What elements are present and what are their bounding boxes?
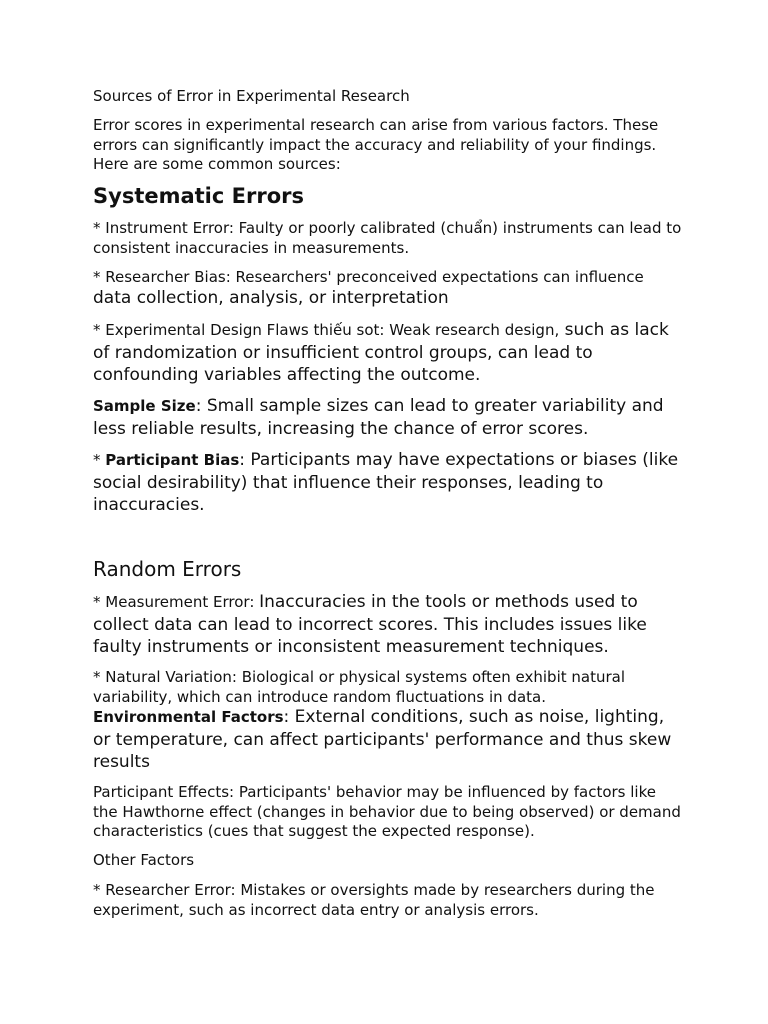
systematic-errors-heading: Systematic Errors bbox=[93, 184, 304, 208]
participant-bias-bullet: * bbox=[93, 451, 106, 469]
instrument-error-item: * Instrument Error: Faulty or poorly calibrated (chuẩn) instruments can lead to consistent inaccuracies in measurements. bbox=[93, 219, 682, 257]
participant-bias-item bbox=[93, 449, 683, 517]
sample-size-item bbox=[93, 395, 683, 440]
participant-bias-term: Participant Bias bbox=[105, 451, 240, 469]
document-title: Sources of Error in Experimental Research bbox=[93, 87, 410, 105]
measurement-error-item bbox=[93, 591, 683, 659]
measurement-error-text: Inaccuracies in the tools or methods used to collect data can lead to incorrect scores. This includes issues like faulty instruments or inconsistent measurement techniques. bbox=[93, 592, 647, 657]
environmental-factors-text: : External conditions, such as noise, lighting, or temperature, can affect participants' performance and thus skew results bbox=[93, 707, 672, 772]
design-flaws-lead: * Experimental Design Flaws thiếu sot: Weak research design, bbox=[93, 321, 560, 339]
environmental-factors-term: Environmental Factors bbox=[93, 708, 284, 726]
environmental-factors-item bbox=[93, 706, 683, 774]
participant-effects-item: Participant Effects: Participants' behavior may be influenced by factors like the Hawthorne effect (changes in behavior due to being observed) or demand characteristics (cues that suggest the expected response). bbox=[93, 783, 681, 840]
design-flaws-item bbox=[93, 319, 683, 387]
sample-size-term: Sample Size bbox=[93, 397, 196, 415]
sample-size-text: : Small sample sizes can lead to greater variability and less reliable results, increasing the chance of error scores. bbox=[93, 396, 664, 439]
researcher-bias-item bbox=[93, 268, 683, 309]
intro-paragraph: Error scores in experimental research can arise from various factors. These errors can significantly impact the accuracy and reliability of your findings. Here are some common sources: bbox=[93, 116, 659, 173]
participant-bias-text: : Participants may have expectations or biases (like social desirability) that influence their responses, leading to inaccuracies. bbox=[93, 450, 679, 515]
researcher-bias-line-1: * Researcher Bias: Researchers' preconceived expectations can influence bbox=[93, 268, 644, 286]
other-factors-heading: Other Factors bbox=[93, 851, 195, 869]
measurement-error-lead: * Measurement Error: bbox=[93, 593, 260, 611]
researcher-bias-line-2: data collection, analysis, or interpretation bbox=[93, 288, 449, 308]
design-flaws-rest: such as lack of randomization or insufficient control groups, can lead to confounding variables affecting the outcome. bbox=[93, 320, 669, 385]
natural-variation-item: * Natural Variation: Biological or physical systems often exhibit natural variability, which can introduce random fluctuations in data. bbox=[93, 668, 626, 706]
random-errors-heading: Random Errors bbox=[93, 557, 242, 581]
researcher-error-item: * Researcher Error: Mistakes or oversights made by researchers during the experiment, such as incorrect data entry or analysis errors. bbox=[93, 881, 655, 919]
